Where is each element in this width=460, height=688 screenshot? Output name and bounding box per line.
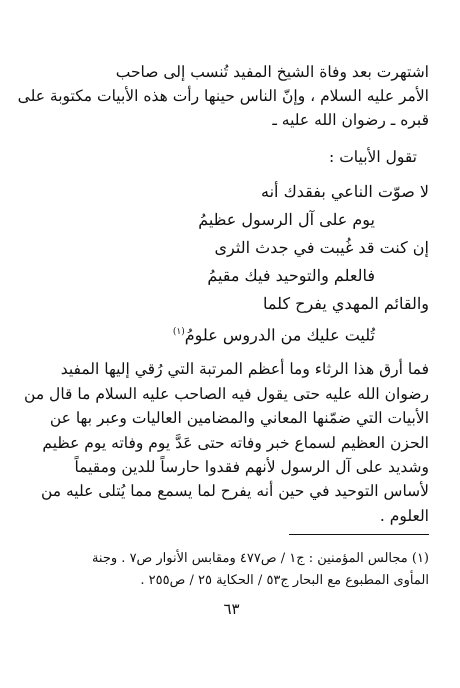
footnote-divider [289, 534, 429, 535]
body-line: وشديد على آل الرسول لأنهم فقدوا حارساً للدين ومقيماً [74, 457, 429, 476]
verse-text: تُليت عليك من الدروس علومُ [184, 325, 375, 345]
intro-line: قبره ـ رضوان الله عليه ـ [272, 111, 429, 129]
footnote-line: المأوى المطبوع مع البحار ج٥٣ / الحكاية ٢٥ / ص٢٥٥ . [140, 573, 429, 588]
body-line: فما أرق هذا الرثاء وما أعظم المرتبة التي رُقي إليها المفيد [60, 360, 429, 379]
verses-heading: تقول الأبيات : [329, 148, 417, 166]
footnote [34, 548, 429, 592]
verse-first-hemistich: لا صوّت الناعي بفقدك أنه [261, 182, 429, 201]
intro-line: الأمر عليه السلام ، وإنّ الناس حينها رأت هذه الأبيات مكتوبة على [17, 87, 429, 105]
verse-second-hemistich: يوم على آل الرسول عظيمُ [198, 210, 375, 229]
body-line: العلوم . [379, 506, 429, 525]
intro-paragraph [17, 60, 429, 132]
body-line: رضوان الله عليه حتى يقول فيه الصاحب عليه السلام ما قال من [24, 384, 429, 403]
verse-first-hemistich: والقائم المهدي يفرح كلما [263, 294, 429, 313]
page-number: ٦٣ [223, 600, 240, 618]
footnote-line: (١) مجالس المؤمنين : ج١ / ص٤٧٧ ومقابس الأنوار ص٧ . وجنة [91, 551, 429, 566]
body-line: الأبيات التي ضمّنها المعاني والمضامين العاليات وعبر بها عن [49, 409, 429, 428]
body-line: لأساس التوحيد في حين أنه يفرح لما يسمع مما يُتلى عليه من [40, 482, 429, 501]
verse-second-hemistich [34, 318, 429, 349]
intro-line: اشتهرت بعد وفاة الشيخ المفيد تُنسب إلى صاحب [115, 63, 429, 81]
body-line: الحزن العظيم لسماع خبر وفاته حتى عَدَّ يوم وفاته يوم عظيم [42, 433, 429, 452]
book-page [17, 60, 429, 660]
poem [34, 178, 429, 349]
verse-first-hemistich: إن كنت قد غُيبت في جدث الثرى [214, 238, 429, 257]
footnote-marker: (١) [172, 327, 185, 337]
verse-second-hemistich: فالعلم والتوحيد فيك مقيمُ [207, 266, 375, 285]
body-paragraph [24, 357, 429, 528]
